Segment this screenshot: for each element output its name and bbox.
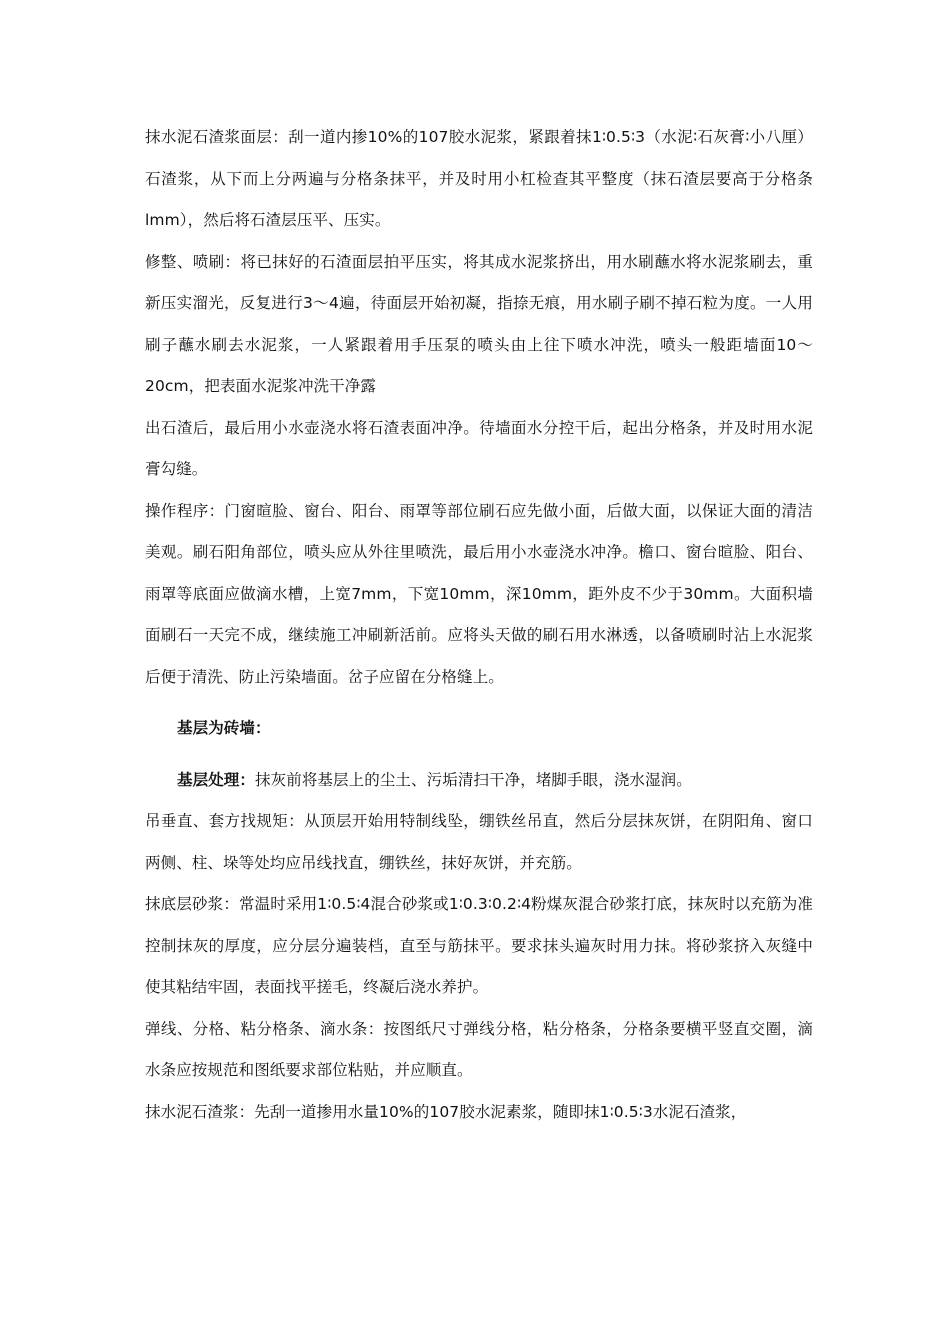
paragraph-base-treatment xyxy=(145,760,813,802)
base-treatment-text: 抹灰前将基层上的尘土、污垢清扫干净，堵脚手眼，浇水湿润。 xyxy=(255,770,692,789)
paragraph-operating-procedure: 操作程序：门窗暄脸、窗台、阳台、雨罩等部位刷石应先做小面，后做大面，以保证大面的清洁美观。刷石阳角部位，喷头应从外往里喷洗，最后用小水壶浇水冲净。檐口、窗台暄脸、阳台、雨罩等底面应做滴水槽，上宽7mm，下宽10mm，深10mm，距外皮不少于30mm。大面积墙面刷石一天完不成，继续施工冲刷新活前。应将头天做的刷石用水淋透，以备喷刷时沾上水泥浆后便于清洗、防止污染墙面。岔子应留在分格缝上。 xyxy=(145,501,813,686)
paragraph-lines-and-strips: 弹线、分格、粘分格条、滴水条：按图纸尺寸弹线分格，粘分格条，分格条要横平竖直交圈，滴水条应按规范和图纸要求部位粘贴，并应顺直。 xyxy=(145,1019,813,1079)
paragraph-finishing-spraying: 修整、喷刷：将已抹好的石渣面层拍平压实，将其成水泥浆挤出，用水刷蘸水将水泥浆刷去，重新压实溜光，反复进行3～4遍，待面层开始初凝，指捺无痕，用水刷子刷不掉石粒为度。一人用刷子蘸水刷去水泥浆，一人紧跟着用手压泵的喷头由上往下喷水冲洗，喷头一般距墙面10～20cm，把表面水泥浆冲洗干净露 xyxy=(145,252,813,395)
paragraph-rinse-and-joint: 出石渣后，最后用小水壶浇水将石渣表面冲净。待墙面水分控干后，起出分格条，并及时用水泥膏勾缝。 xyxy=(145,418,813,478)
section-heading-brick-wall: 基层为砖墙： xyxy=(177,719,271,737)
paragraph-apply-stone-slurry: 抹水泥石渣浆：先刮一道掺用水量10%的107胶水泥素浆，随即抹1∶0.5∶3水泥石渣浆， xyxy=(145,1102,747,1121)
paragraph-plumb-and-square: 吊垂直、套方找规矩：从顶层开始用特制线坠，绷铁丝吊直，然后分层抹灰饼，在阴阳角、窗口两侧、柱、垛等处均应吊线找直，绷铁丝，抹好灰饼，并充筋。 xyxy=(145,812,813,872)
paragraph-stone-slurry-layer: 抹水泥石渣浆面层：刮一道内掺10%的107胶水泥浆，紧跟着抹1∶0.5∶3（水泥∶石灰膏∶小八厘）石渣浆，从下而上分两遍与分格条抹平，并及时用小杠检查其平整度（抹石渣层要高于分格条lmm），然后将石渣层压平、压实。 xyxy=(145,128,813,229)
paragraph-base-mortar: 抹底层砂浆：常温时采用1∶0.5∶4混合砂浆或1∶0.3∶0.2∶4粉煤灰混合砂浆打底，抹灰时以充筋为准控制抹灰的厚度，应分层分遍装档，直至与筋抹平。要求抹头遍灰时用力抹。将砂浆挤入灰缝中使其粘结牢固，表面找平搓毛，终凝后浇水养护。 xyxy=(145,895,813,996)
document-body xyxy=(145,117,813,1133)
base-treatment-label: 基层处理： xyxy=(177,770,256,789)
